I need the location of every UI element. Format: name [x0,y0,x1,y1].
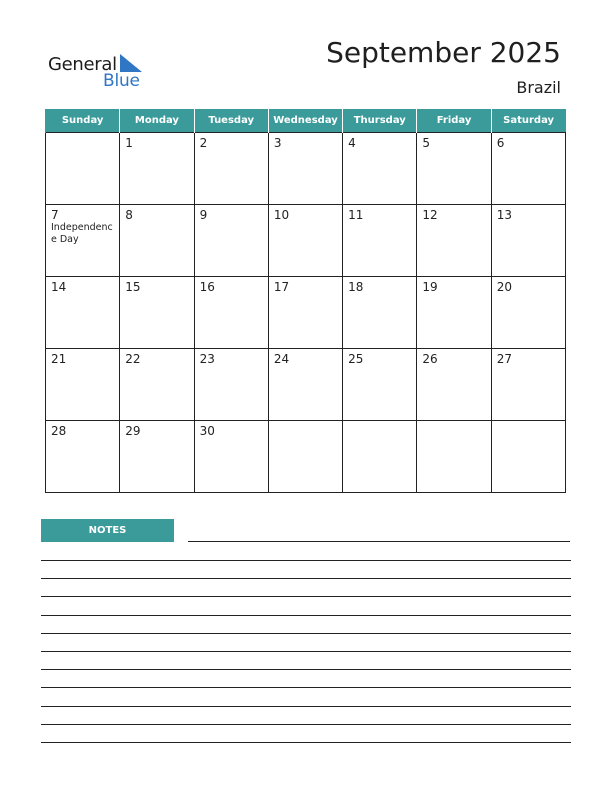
day-number: 24 [273,352,290,366]
day-cell [491,133,565,205]
notes-line [41,615,571,616]
logo [48,52,158,94]
logo-blue-text: Blue [103,71,140,91]
day-cell [194,421,268,493]
day-cell [120,133,194,205]
day-cell [343,349,417,421]
week-row [46,277,566,349]
notes-line [41,724,571,725]
week-row [46,349,566,421]
weekday-thursday: Thursday [343,109,417,133]
day-cell [120,205,194,277]
day-number: 27 [496,352,512,366]
notes-line [41,633,571,634]
day-cell [194,277,268,349]
week-row [46,133,566,205]
day-cell [194,205,268,277]
day-number: 16 [199,280,215,294]
notes-line [41,578,571,579]
day-number: 12 [422,208,438,222]
day-number: 28 [51,424,67,438]
day-cell [268,349,342,421]
day-number: 25 [348,352,364,366]
day-cell [120,349,194,421]
logo-general-text: General [48,54,117,75]
day-number: 3 [273,136,282,150]
day-number: 8 [125,208,133,222]
day-number: 21 [51,352,67,366]
day-cell [343,277,417,349]
day-cell [343,133,417,205]
page-title: September 2025 [326,36,561,69]
day-number: 11 [348,208,364,222]
day-cell [417,133,491,205]
weekday-tuesday: Tuesday [194,109,268,133]
day-cell [417,349,491,421]
day-number: 29 [125,424,141,438]
day-number: 10 [273,208,290,222]
week-row [46,205,566,277]
day-number: 22 [125,352,141,366]
logo-triangle-icon [120,54,142,72]
weekday-saturday: Saturday [491,109,565,133]
weekday-wednesday: Wednesday [268,109,342,133]
day-cell [491,421,565,493]
notes-line [41,651,571,652]
day-number: 15 [125,280,141,294]
country-label: Brazil [516,78,561,97]
weekday-monday: Monday [120,109,194,133]
notes-line [41,596,571,597]
day-cell [343,205,417,277]
day-number: 20 [496,280,512,294]
day-cell [491,205,565,277]
day-number: 30 [199,424,215,438]
day-number: 13 [496,208,512,222]
day-cell [268,133,342,205]
day-cell [46,349,120,421]
day-number: 19 [422,280,438,294]
day-number: 18 [348,280,364,294]
day-cell [46,205,120,277]
day-cell [120,277,194,349]
notes-line [41,687,571,688]
notes-line [188,541,570,542]
day-cell [417,205,491,277]
day-cell [268,277,342,349]
day-number: 6 [496,136,505,150]
day-cell [491,349,565,421]
day-cell [194,133,268,205]
day-number: 2 [199,136,208,150]
notes-label: NOTES [41,519,174,542]
day-cell [268,205,342,277]
day-number: 9 [199,208,208,222]
day-cell [120,421,194,493]
week-row [46,421,566,493]
weekday-sunday: Sunday [46,109,120,133]
day-cell [46,133,120,205]
day-cell [46,421,120,493]
day-cell [343,421,417,493]
notes-line [41,560,571,561]
calendar-grid [45,109,566,493]
day-number: 1 [125,136,133,150]
day-number: 26 [422,352,438,366]
day-number: 5 [422,136,431,150]
weekday-friday: Friday [417,109,491,133]
notes-line [41,742,571,743]
notes-line [41,669,571,670]
day-number: 7 [51,208,59,222]
day-cell [491,277,565,349]
day-cell [417,421,491,493]
holiday-label: Independence Day [51,222,113,245]
day-cell [417,277,491,349]
day-number: 4 [348,136,356,150]
weekday-header-row [46,109,566,133]
calendar-body [46,133,566,493]
day-cell [46,277,120,349]
day-number: 23 [199,352,215,366]
day-cell [194,349,268,421]
day-number: 14 [51,280,67,294]
day-number: 17 [273,280,290,294]
notes-line [41,706,571,707]
day-cell [268,421,342,493]
